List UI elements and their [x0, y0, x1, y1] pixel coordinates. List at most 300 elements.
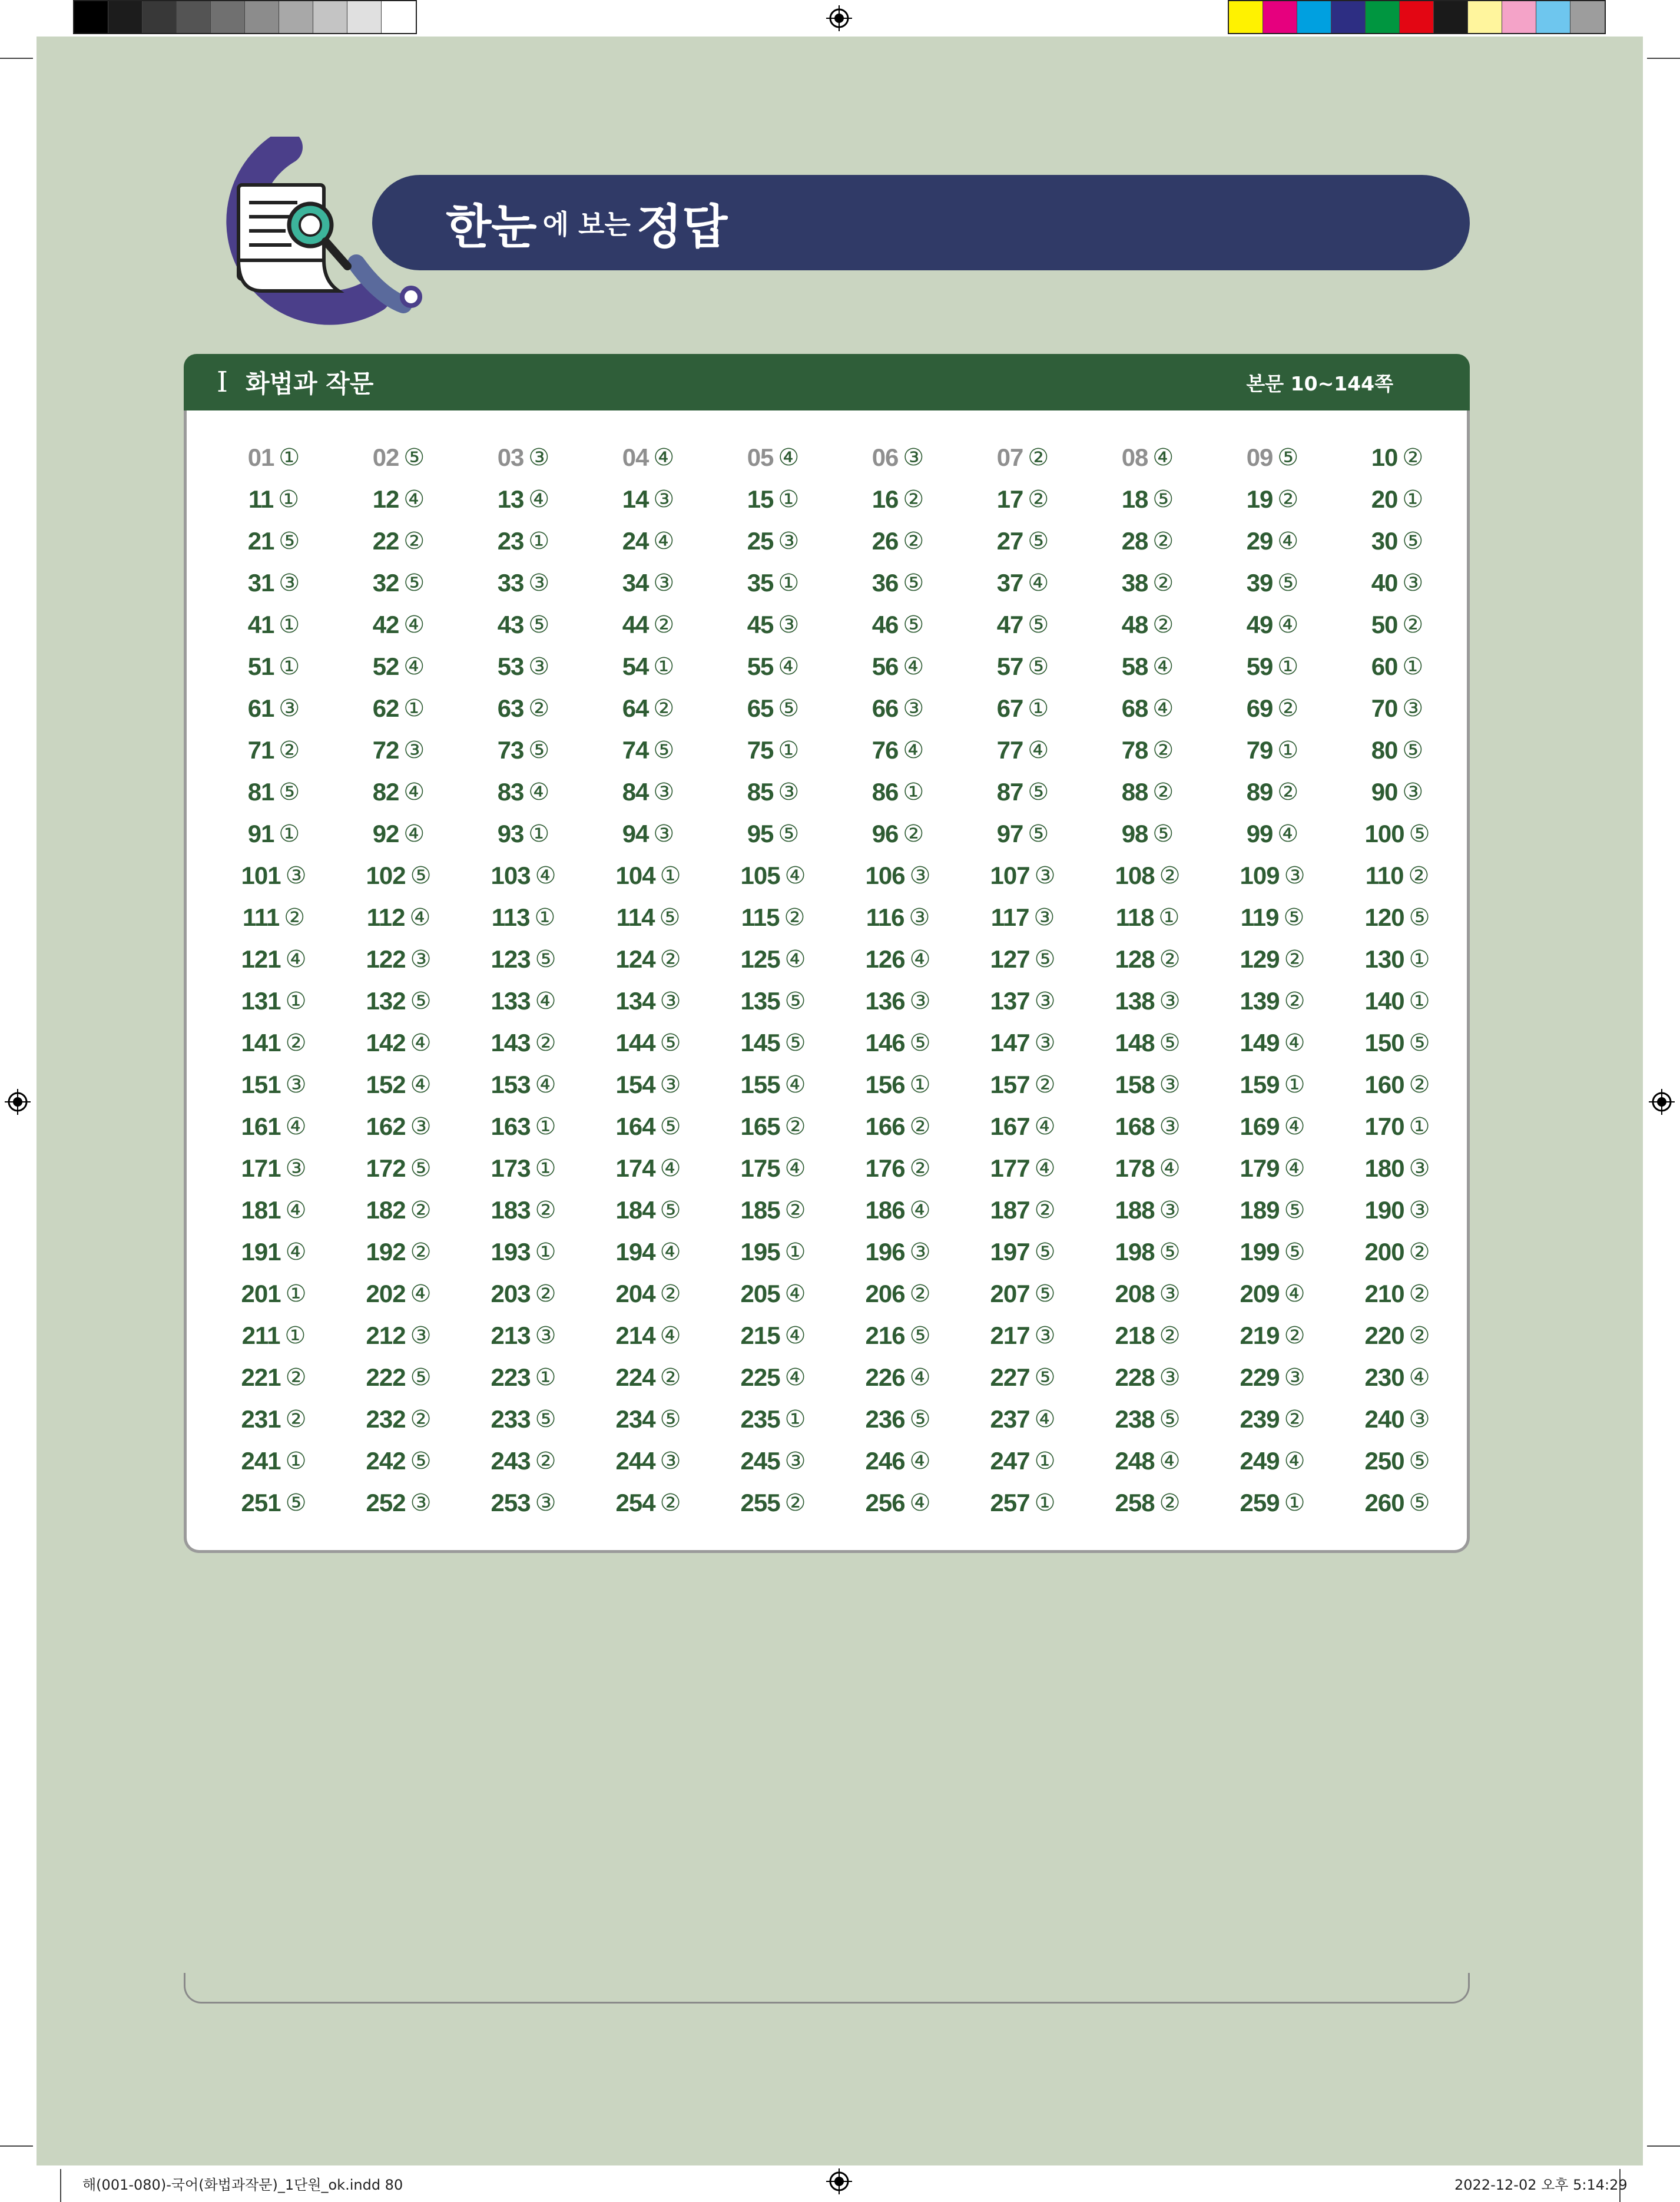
question-number: 161 [241, 1112, 281, 1140]
question-number: 07 [996, 443, 1023, 471]
question-number: 238 [1115, 1405, 1155, 1433]
question-number: 51 [247, 652, 274, 680]
answer-choice: ③ [660, 1447, 681, 1475]
answer-item [1335, 687, 1460, 729]
answer-item [960, 478, 1085, 520]
answer-item [586, 1440, 711, 1482]
answer-item [836, 1273, 960, 1314]
answer-item [336, 436, 461, 478]
answer-choice: ⑤ [1159, 1238, 1181, 1266]
question-number: 260 [1364, 1488, 1404, 1516]
question-number: 55 [747, 652, 774, 680]
answer-choice: ① [278, 485, 300, 513]
answer-choice: ② [285, 1029, 307, 1057]
question-number: 90 [1371, 777, 1398, 806]
crop-mark [1647, 2145, 1680, 2147]
calibration-swatch [143, 1, 177, 33]
answer-item [836, 604, 960, 645]
answer-choice: ⑤ [1409, 903, 1430, 931]
question-number: 23 [497, 527, 524, 555]
answer-choice: ④ [410, 1071, 432, 1098]
question-number: 201 [241, 1279, 281, 1307]
answer-choice: ② [1284, 1405, 1305, 1433]
answer-choice: ② [660, 1489, 681, 1516]
answer-choice: ⑤ [410, 1154, 432, 1182]
question-number: 199 [1240, 1237, 1280, 1266]
answer-choice: ① [1409, 987, 1430, 1015]
answer-choice: ③ [410, 1112, 432, 1140]
answer-item [711, 478, 836, 520]
answer-item [1210, 478, 1335, 520]
question-number: 65 [747, 694, 774, 722]
section-header [184, 354, 1470, 410]
question-number: 195 [740, 1237, 780, 1266]
question-number: 80 [1371, 736, 1398, 764]
question-number: 207 [990, 1279, 1030, 1307]
answer-item [586, 980, 711, 1022]
question-number: 186 [865, 1196, 905, 1224]
answer-item [711, 687, 836, 729]
answer-item [1210, 645, 1335, 687]
question-number: 134 [615, 986, 655, 1015]
answer-item [211, 1022, 336, 1064]
answer-choice: ④ [909, 1447, 931, 1475]
question-number: 246 [865, 1446, 905, 1475]
question-number: 122 [366, 945, 406, 973]
answer-item [836, 562, 960, 604]
answer-item [960, 645, 1085, 687]
answer-item [336, 562, 461, 604]
file-slug: 해(001-080)-국어(화법과작문)_1단원_ok.indd 80 [82, 2177, 403, 2193]
answer-item [1085, 645, 1210, 687]
answer-choice: ④ [784, 1154, 806, 1182]
question-number: 167 [990, 1112, 1030, 1140]
answer-choice: ③ [285, 862, 307, 889]
question-number: 88 [1121, 777, 1148, 806]
answer-choice: ④ [528, 778, 550, 806]
answer-choice: ② [285, 1405, 307, 1433]
answer-choice: ③ [778, 527, 800, 555]
answer-choice: ④ [653, 443, 675, 471]
answer-choice: ⑤ [1028, 820, 1049, 847]
answer-choice: ① [1277, 736, 1299, 764]
answer-item [211, 1064, 336, 1105]
answer-choice: ① [534, 903, 556, 931]
answer-choice: ② [1034, 1071, 1056, 1098]
answer-choice: ⑤ [410, 987, 432, 1015]
answer-choice: ④ [1028, 569, 1049, 597]
question-number: 53 [497, 652, 524, 680]
answer-item [461, 562, 586, 604]
question-number: 191 [241, 1237, 281, 1266]
answer-choice: ② [653, 611, 675, 638]
answer-item [586, 436, 711, 478]
answer-item [1335, 938, 1460, 980]
question-number: 48 [1121, 610, 1148, 638]
answer-item [836, 1482, 960, 1524]
question-number: 109 [1240, 861, 1280, 889]
answer-choice: ④ [1277, 820, 1299, 847]
answer-choice: ③ [1033, 903, 1055, 931]
answer-choice: ⑤ [285, 1489, 307, 1516]
answer-item [336, 1022, 461, 1064]
question-number: 245 [740, 1446, 780, 1475]
answer-choice: ② [1159, 1489, 1181, 1516]
question-number: 92 [372, 819, 399, 847]
answer-choice: ⑤ [1277, 443, 1299, 471]
question-number: 203 [491, 1279, 531, 1307]
answer-choice: ② [1028, 443, 1049, 471]
answer-choice: ④ [660, 1154, 681, 1182]
answer-choice: ③ [1402, 569, 1424, 597]
answer-choice: ⑤ [1152, 485, 1174, 513]
answer-choice: ③ [279, 569, 300, 597]
answer-item [1210, 771, 1335, 813]
question-number: 196 [865, 1237, 905, 1266]
question-number: 158 [1115, 1070, 1155, 1098]
answer-choice: ③ [909, 903, 930, 931]
question-number: 52 [372, 652, 399, 680]
answer-choice: ③ [1034, 1029, 1056, 1057]
answer-choice: ③ [403, 736, 425, 764]
answer-item [711, 1273, 836, 1314]
answer-choice: ⑤ [1284, 1196, 1305, 1224]
answer-item [711, 855, 836, 896]
question-number: 68 [1121, 694, 1148, 722]
calibration-swatch [1297, 1, 1331, 33]
answer-choice: ⑤ [784, 987, 806, 1015]
question-number: 213 [491, 1321, 531, 1349]
question-number: 227 [990, 1363, 1030, 1391]
answer-item [1335, 1398, 1460, 1440]
answer-choice: ⑤ [535, 945, 556, 973]
question-number: 215 [740, 1321, 780, 1349]
answer-choice: ① [528, 527, 550, 555]
answer-item [960, 604, 1085, 645]
answer-item [1335, 1356, 1460, 1398]
answer-item [960, 1022, 1085, 1064]
answer-choice: ④ [403, 653, 425, 680]
question-number: 184 [615, 1196, 655, 1224]
section-number: Ⅰ [217, 366, 228, 399]
answer-choice: ⑤ [528, 611, 550, 638]
answer-item [586, 813, 711, 855]
answer-choice: ③ [1409, 1154, 1430, 1182]
answer-item [586, 771, 711, 813]
footer-rule [184, 1973, 1470, 2004]
answer-choice: ④ [784, 862, 806, 889]
question-number: 18 [1121, 485, 1148, 513]
question-number: 229 [1240, 1363, 1280, 1391]
question-number: 58 [1121, 652, 1148, 680]
question-number: 140 [1364, 986, 1404, 1015]
answer-choice: ① [1402, 485, 1424, 513]
calibration-swatch [347, 1, 382, 33]
answer-choice: ⑤ [1152, 820, 1174, 847]
answer-item [1085, 855, 1210, 896]
question-number: 129 [1240, 945, 1280, 973]
question-number: 159 [1240, 1070, 1280, 1098]
answer-choice: ④ [1034, 1405, 1056, 1433]
question-number: 67 [996, 694, 1023, 722]
answer-item [461, 1064, 586, 1105]
answer-choice: ② [1277, 778, 1299, 806]
question-number: 66 [872, 694, 899, 722]
question-number: 72 [372, 736, 399, 764]
answer-item [836, 771, 960, 813]
answer-item [586, 604, 711, 645]
answer-choice: ① [903, 778, 925, 806]
answer-choice: ① [784, 1405, 806, 1433]
answer-item [711, 1482, 836, 1524]
answer-item [461, 1105, 586, 1147]
question-number: 176 [865, 1154, 905, 1182]
answer-item [461, 813, 586, 855]
title-part-1: 한눈 [446, 199, 537, 254]
question-number: 35 [747, 568, 774, 597]
answer-choice: ⑤ [1409, 1489, 1430, 1516]
answer-choice: ② [784, 1196, 806, 1224]
answer-item [336, 1147, 461, 1189]
answer-item [211, 478, 336, 520]
question-number: 152 [366, 1070, 406, 1098]
answer-choice: ③ [535, 1489, 556, 1516]
answer-item [836, 1022, 960, 1064]
answer-choice: ① [403, 694, 425, 722]
answer-item [211, 1314, 336, 1356]
answer-item [960, 562, 1085, 604]
question-number: 09 [1246, 443, 1273, 471]
answer-choice: ② [909, 1154, 931, 1182]
question-number: 218 [1115, 1321, 1155, 1349]
question-number: 225 [740, 1363, 780, 1391]
answer-choice: ① [535, 1238, 556, 1266]
answer-item [960, 980, 1085, 1022]
answer-item [461, 1314, 586, 1356]
calibration-swatch [1366, 1, 1400, 33]
answer-item [1085, 1440, 1210, 1482]
crop-mark [0, 2145, 33, 2147]
question-number: 146 [865, 1028, 905, 1057]
answer-item [211, 1398, 336, 1440]
title-banner [372, 175, 1470, 270]
question-number: 40 [1371, 568, 1398, 597]
answer-item [711, 729, 836, 771]
question-number: 38 [1121, 568, 1148, 597]
question-number: 197 [990, 1237, 1030, 1266]
answer-item [336, 1231, 461, 1273]
answer-choice: ⑤ [1402, 527, 1424, 555]
question-number: 258 [1115, 1488, 1155, 1516]
answer-choice: ② [1277, 485, 1299, 513]
question-number: 193 [491, 1237, 531, 1266]
question-number: 31 [247, 568, 274, 597]
question-number: 46 [872, 610, 899, 638]
question-number: 118 [1115, 903, 1154, 931]
calibration-swatch [1468, 1, 1502, 33]
question-number: 124 [615, 945, 655, 973]
answer-item [1085, 1273, 1210, 1314]
answer-choice: ③ [285, 1154, 307, 1182]
answer-item [1210, 1231, 1335, 1273]
answer-item [1210, 1314, 1335, 1356]
answer-item [336, 604, 461, 645]
calibration-swatch [1536, 1, 1570, 33]
question-number: 136 [865, 986, 905, 1015]
answer-item [586, 1398, 711, 1440]
question-number: 43 [497, 610, 524, 638]
question-number: 175 [740, 1154, 780, 1182]
answer-choice: ④ [784, 1363, 806, 1391]
answer-choice: ③ [1402, 778, 1424, 806]
question-number: 12 [372, 485, 399, 513]
question-number: 185 [740, 1196, 780, 1224]
question-number: 171 [241, 1154, 281, 1182]
answer-item [1335, 855, 1460, 896]
calibration-swatch [1263, 1, 1297, 33]
answer-choice: ④ [660, 1238, 681, 1266]
question-number: 116 [866, 903, 904, 931]
answer-choice: ④ [1284, 1112, 1305, 1140]
question-number: 147 [990, 1028, 1030, 1057]
answer-choice: ② [1277, 694, 1299, 722]
answer-choice: ⑤ [403, 569, 425, 597]
answer-item [1210, 1189, 1335, 1231]
answer-item [711, 1147, 836, 1189]
answer-item [336, 687, 461, 729]
answer-item [586, 562, 711, 604]
answer-item [1085, 1022, 1210, 1064]
calibration-swatch [1570, 1, 1605, 33]
answer-choice: ② [410, 1405, 432, 1433]
answer-choice: ② [1159, 862, 1181, 889]
question-number: 22 [372, 527, 399, 555]
answer-choice: ① [535, 1363, 556, 1391]
answer-choice: ② [903, 820, 925, 847]
question-number: 187 [990, 1196, 1030, 1224]
registration-mark-left-icon [5, 1089, 31, 1115]
answer-item [1335, 645, 1460, 687]
question-number: 60 [1371, 652, 1398, 680]
question-number: 138 [1115, 986, 1155, 1015]
answer-item [1210, 604, 1335, 645]
question-number: 06 [872, 443, 899, 471]
question-number: 70 [1371, 694, 1398, 722]
question-number: 211 [241, 1321, 280, 1349]
question-number: 231 [241, 1405, 281, 1433]
question-number: 14 [622, 485, 649, 513]
answer-choice: ① [279, 611, 300, 638]
answer-item [1085, 436, 1210, 478]
answer-item [1335, 813, 1460, 855]
answer-item [960, 1273, 1085, 1314]
answer-item [461, 645, 586, 687]
question-number: 28 [1121, 527, 1148, 555]
question-number: 144 [615, 1028, 655, 1057]
question-number: 73 [497, 736, 524, 764]
answer-choice: ② [284, 903, 306, 931]
answer-item [1210, 813, 1335, 855]
answer-item [1210, 1273, 1335, 1314]
answer-choice: ② [909, 1112, 931, 1140]
answer-item [461, 1398, 586, 1440]
question-number: 76 [872, 736, 899, 764]
answer-choice: ⑤ [403, 443, 425, 471]
question-number: 143 [491, 1028, 531, 1057]
answer-choice: ④ [909, 1196, 931, 1224]
question-number: 224 [615, 1363, 655, 1391]
calibration-swatch [74, 1, 108, 33]
answer-item [211, 1440, 336, 1482]
answer-choice: ① [279, 653, 300, 680]
answer-item [836, 729, 960, 771]
print-timestamp: 2022-12-02 오후 5:14:29 [1454, 2177, 1628, 2193]
question-number: 177 [990, 1154, 1030, 1182]
answer-choice: ② [784, 1112, 806, 1140]
answer-item [836, 1440, 960, 1482]
question-number: 33 [497, 568, 524, 597]
question-number: 08 [1121, 443, 1148, 471]
answer-choice: ⑤ [410, 1447, 432, 1475]
question-number: 204 [615, 1279, 655, 1307]
answer-choice: ⑤ [660, 1405, 681, 1433]
answer-item [586, 1189, 711, 1231]
answer-choice: ④ [909, 1363, 931, 1391]
answer-item [1210, 436, 1335, 478]
answer-choice: ② [535, 1029, 556, 1057]
question-number: 226 [865, 1363, 905, 1391]
answer-choice: ① [535, 1154, 556, 1182]
answer-item [211, 604, 336, 645]
answer-choice: ② [1284, 945, 1305, 973]
answer-choice: ① [660, 862, 681, 889]
answer-item [1335, 1482, 1460, 1524]
answer-choice: ⑤ [1028, 778, 1049, 806]
answer-item [836, 436, 960, 478]
question-number: 235 [740, 1405, 780, 1433]
answer-item [1085, 1189, 1210, 1231]
answer-item [1210, 1064, 1335, 1105]
question-number: 208 [1115, 1279, 1155, 1307]
question-number: 125 [740, 945, 780, 973]
question-number: 114 [616, 903, 655, 931]
question-number: 63 [497, 694, 524, 722]
answer-choice: ④ [1152, 443, 1174, 471]
answer-item [960, 729, 1085, 771]
question-number: 137 [990, 986, 1030, 1015]
question-number: 02 [372, 443, 399, 471]
answer-choice: ⑤ [909, 1405, 931, 1433]
question-number: 24 [622, 527, 649, 555]
question-number: 253 [491, 1488, 531, 1516]
answer-item [1210, 896, 1335, 938]
answer-item [960, 1189, 1085, 1231]
answer-choice: ② [1409, 1322, 1430, 1349]
answer-item [336, 1273, 461, 1314]
question-number: 21 [247, 527, 274, 555]
question-number: 78 [1121, 736, 1148, 764]
answer-item [1210, 687, 1335, 729]
answer-choice: ① [285, 987, 307, 1015]
title-part-2: 에 보는 [542, 208, 631, 240]
question-number: 168 [1115, 1112, 1155, 1140]
answer-item [461, 771, 586, 813]
answer-item [461, 436, 586, 478]
answer-choice: ⑤ [1277, 569, 1299, 597]
question-number: 64 [622, 694, 649, 722]
answer-choice: ① [1284, 1489, 1305, 1516]
calibration-swatch [1331, 1, 1366, 33]
